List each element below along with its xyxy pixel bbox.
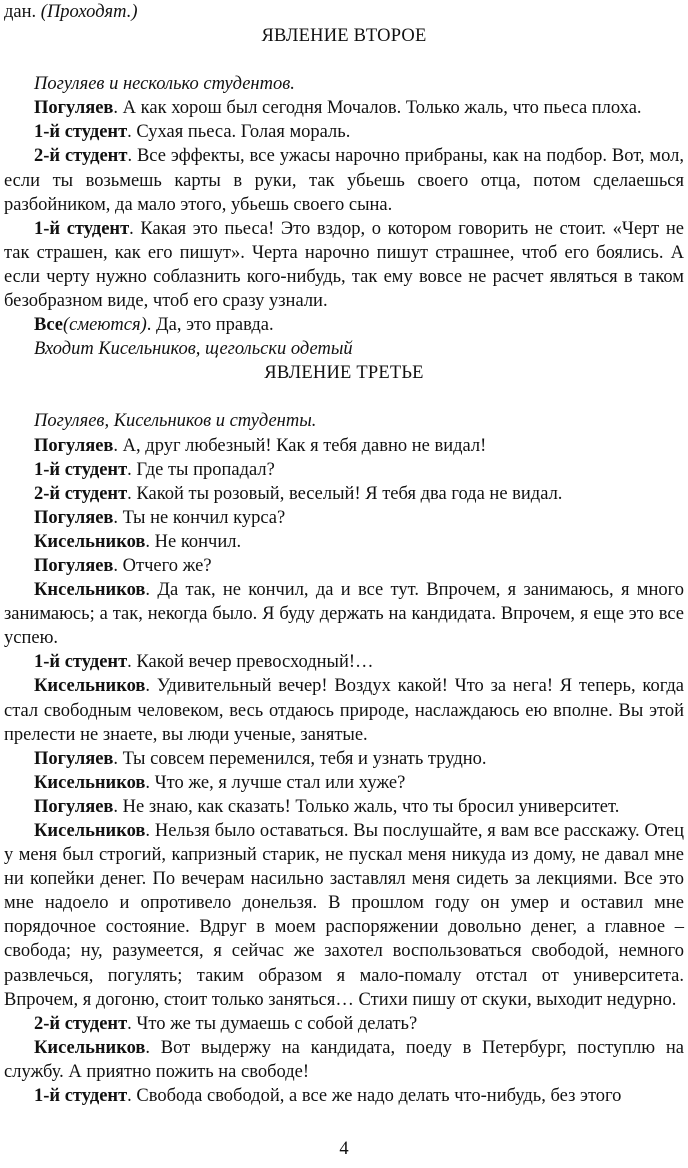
speaker-name: Кисельников — [34, 531, 146, 552]
dialogue-text: . Какой ты розовый, веселый! Я тебя два года не видал. — [127, 483, 563, 504]
dialogue-list — [4, 434, 684, 1109]
dialogue-text: . А как хорош был сегодня Мочалов. Только жаль, что пьеса плоха. — [113, 98, 642, 119]
dialogue-text: . Не кончил. — [145, 531, 242, 552]
speaker-name: Погуляев — [34, 435, 114, 456]
dialogue-text: . Вот выдержу на кандидата, поеду в Петербург, поступлю на службу. А приятно пожить на свободе! — [4, 1037, 684, 1082]
dialogue-text: . Что же ты думаешь с собой делать? — [127, 1013, 418, 1034]
dialogue-text: . Сухая пьеса. Голая мораль. — [127, 122, 351, 143]
dialogue-line — [4, 530, 684, 554]
speaker-name: Погуляев — [34, 796, 114, 817]
dialogue-line — [4, 217, 684, 313]
dialogue-line — [4, 1084, 684, 1108]
dialogue-text: . Да так, не кончил, да и все тут. Впрочем, я занимаюсь, я много занимаюсь; а так, некогда было. Я буду держать на кандидата. Впрочем, я еще это все успею. — [4, 580, 684, 649]
dialogue-text: . А, друг любезный! Как я тебя давно не видал! — [113, 435, 487, 456]
dialogue-line — [4, 578, 684, 650]
continued-line: дан. (Проходят.) — [4, 2, 138, 22]
speaker-name: 1-й студент — [34, 459, 128, 480]
stage-direction: (смеются) — [63, 315, 147, 336]
speaker-name: Кисельников — [34, 772, 146, 793]
dialogue-line — [4, 120, 684, 144]
scene-heading: ЯВЛЕНИЕ ТРЕТЬЕ — [264, 363, 424, 384]
dialogue-line — [4, 554, 684, 578]
dialogue-line — [4, 144, 684, 216]
speaker-name: 2-й студент — [34, 146, 128, 167]
stage-direction: (Проходят.) — [40, 2, 138, 22]
dialogue-text: . Свобода свободой, а все же надо делать что-нибудь, без этого — [127, 1086, 622, 1107]
speaker-name: Все — [34, 315, 63, 336]
dialogue-text: . Ты совсем переменился, тебя и узнать трудно. — [113, 748, 487, 769]
speaker-name: Кнсельников — [34, 580, 146, 601]
dialogue-text: . Что же, я лучше стал или хуже? — [145, 772, 406, 793]
dialogue-line — [4, 650, 684, 674]
stage-direction: Погуляев, Кисельников и студенты. — [34, 411, 317, 432]
dialogue-line — [4, 819, 684, 1012]
dialogue-line — [4, 1012, 684, 1036]
speaker-name: 1-й студент — [34, 218, 130, 239]
dialogue-line — [4, 747, 684, 771]
dialogue-text: . Какая это пьеса! Это вздор, о котором говорить не стоит. «Черт не так страшен, как его пишут». Черта нарочно пишут страшнее, чтоб его боялись. А если черту нужно соблазнить кого-нибудь, так ему вовсе не расчет являться в таком безобразном виде, чтоб его сразу узнали. — [4, 218, 684, 312]
speaker-name: Погуляев — [34, 748, 114, 769]
dialogue-line — [4, 771, 684, 795]
stage-direction: Погуляев и несколько студентов. — [34, 74, 295, 95]
dialogue-line — [4, 1036, 684, 1084]
speaker-name: Кисельников — [34, 1037, 146, 1058]
dialogue-line — [4, 96, 684, 120]
dialogue-line — [4, 434, 684, 458]
spacer — [4, 385, 684, 409]
dialogue-text: . Да, это правда. — [146, 315, 274, 336]
dialogue-text: . Ты не кончил курса? — [113, 507, 286, 528]
dialogue-text: . Удивительный вечер! Воздух какой! Что за нега! Я теперь, когда стал свободным человеком, весь отдаюсь природе, наслаждаюсь ею вполне. Вы этой прелести не знаете, вы люди ученые, занятые. — [4, 676, 684, 745]
speaker-name: Кисельников — [34, 821, 146, 841]
dialogue-text: . Все эффекты, все ужасы нарочно прибраны, как на подбор. Вот, мол, если ты возьмешь карты в руки, так убьешь своего отца, потом сделаешься разбойником, да мало этого, убьешь своего сына. — [4, 146, 684, 215]
page-number: 4 — [339, 1139, 349, 1159]
dialogue-line — [4, 313, 684, 337]
scene-heading: ЯВЛЕНИЕ ВТОРОЕ — [261, 26, 427, 47]
speaker-name: Кисельников — [34, 676, 146, 697]
dialogue-text: . Не знаю, как сказать! Только жаль, что ты бросил университет. — [113, 796, 620, 817]
dialogue-line — [4, 458, 684, 482]
speaker-name: 2-й студент — [34, 483, 128, 504]
dialogue-text: . Отчего же? — [113, 555, 212, 576]
dialogue-list — [4, 96, 684, 313]
speaker-name: 2-й студент — [34, 1013, 128, 1034]
speaker-name: 1-й студент — [34, 1086, 128, 1107]
speaker-name: 1-й студент — [34, 122, 128, 143]
speaker-name: Погуляев — [34, 555, 114, 576]
dialogue-text: . Какой вечер превосходный!… — [127, 652, 374, 673]
speaker-name: Погуляев — [34, 98, 114, 119]
spacer — [4, 48, 684, 72]
speaker-name: Погуляев — [34, 507, 114, 528]
dialogue-text: . Где ты пропадал? — [127, 459, 275, 480]
dialogue-line — [4, 482, 684, 506]
dialogue-line — [4, 506, 684, 530]
dialogue-line — [4, 795, 684, 819]
stage-direction: Входит Кисельников, щегольски одетый — [34, 339, 353, 360]
speaker-name: 1-й студент — [34, 652, 128, 673]
dialogue-text: . Нельзя было оставаться. Вы послушайте, я вам все расскажу. Отец у меня был строгий, капризный старик, не пускал меня никуда из дому, не давал мне ни копейки денег. По вечерам насильно заставлял меня сидеть за лекциями. Все это мне надоело и опротивело донельзя. В прошлом году он умер и оставил мне порядочное состояние. Вдруг в моем распоряжении довольно денег, а главное – свобода; ну, разумеется, я сейчас же захотел воспользоваться свободой, немного развлечься, погулять; таким образом я мало-помалу отстал от университета. Впрочем, я догоню, стоит только заняться… Стихи пишу от скуки, выходит недурно. — [4, 821, 684, 1010]
dialogue-line — [4, 674, 684, 746]
